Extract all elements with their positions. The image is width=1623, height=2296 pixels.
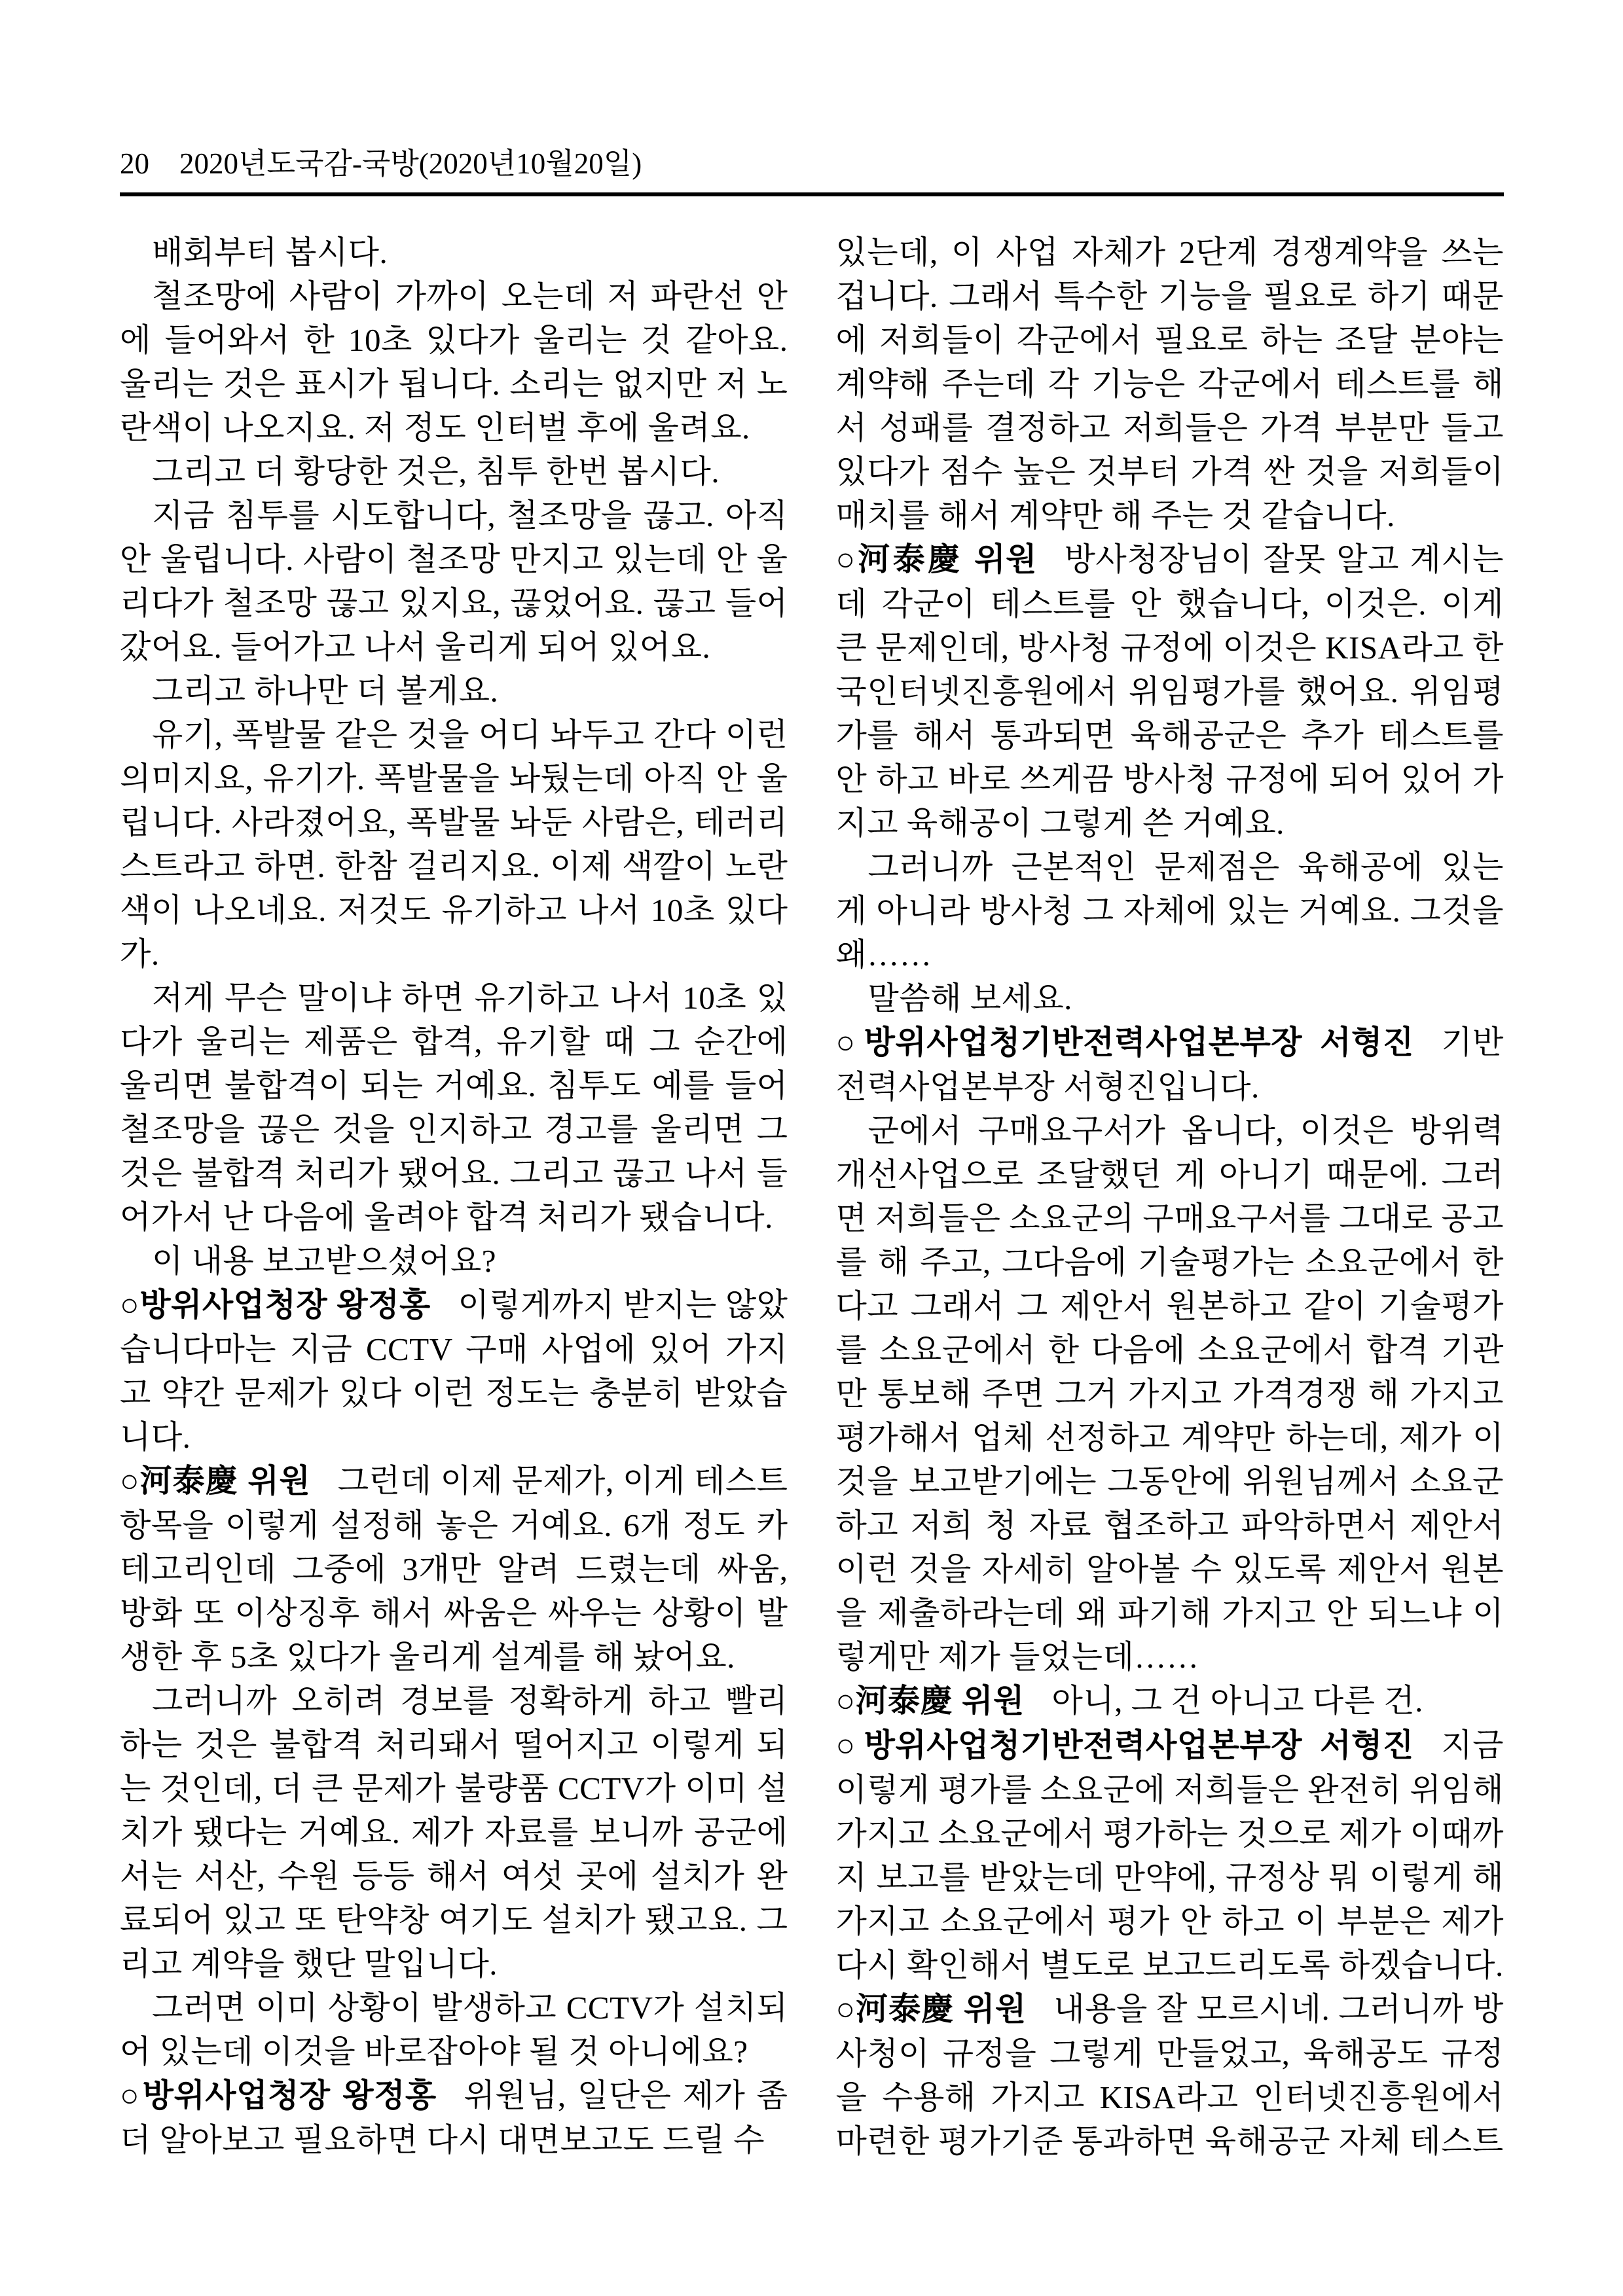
speech-text: 지금 이렇게 평가를 소요군에 저희들은 완전히 위임해 가지고 소요군에서 평가하는 것으로 제가 이때까지 보고를 받았는데 만약에, 규정상 뭐 이렇게 해 가지고 소요군에서 평가 안 하고 이 부분은 제가 다시 확인해서 별도로 보고드리도록 하겠습니다. xyxy=(835,1727,1504,1983)
speech-paragraph xyxy=(836,1679,1504,1723)
paragraph: 저게 무슨 말이냐 하면 유기하고 나서 10초 있다가 울리는 제품은 합격, 유기할 때 그 순간에 울리면 불합격이 되는 거예요. 침투도 예를 들어 철조망을 끊은 것을 인지하고 경고를 울리면 그것은 불합격 처리가 됐어요. 그리고 끊고 나서 들어가서 난 다음에 울려야 합격 처리가 됐습니다. xyxy=(120,980,788,1235)
speech-text: 이렇게까지 받지는 않았습니다마는 지금 CCTV 구매 사업에 있어 가지고 약간 문제가 있다 이런 정도는 충분히 받았습니다. xyxy=(120,1287,788,1455)
page-number: 20 xyxy=(120,147,149,180)
speaker-name: ○河泰慶 위원 xyxy=(835,542,1037,577)
paragraph-continued: 있는데, 이 사업 자체가 2단계 경쟁계약을 쓰는 겁니다. 그래서 특수한 기능을 필요로 하기 때문에 저희들이 각군에서 필요로 하는 조달 분야는 계약해 주는데 각 기능은 각군에서 테스트를 해서 성패를 결정하고 저희들은 가격 부분만 들고 있다가 점수 높은 것부터 가격 싼 것을 저희들이 매치를 해서 계약만 해 주는 것 같습니다. xyxy=(835,234,1504,533)
paragraph: 유기, 폭발물 같은 것을 어디 놔두고 간다 이런 의미지요, 유기가. 폭발물을 놔뒀는데 아직 안 울립니다. 사라졌어요, 폭발물 놔둔 사람은, 테러리스트라고 하면. 한참 걸리지요. 이제 색깔이 노란색이 나오네요. 저것도 유기하고 나서 10초 있다가. xyxy=(120,717,788,972)
header-title: 2020년도국감-국방(2020년10월20일) xyxy=(179,147,642,180)
paragraph: 그리고 더 황당한 것은, 침투 한번 봅시다. xyxy=(152,454,720,490)
speaker-name: ○河泰慶 위원 xyxy=(120,1463,311,1499)
paragraph: 배회부터 봅시다. xyxy=(152,234,388,270)
right-column xyxy=(836,230,1504,2163)
speech-paragraph xyxy=(836,1723,1504,1987)
page-header xyxy=(120,147,1504,181)
paragraph: 이 내용 보고받으셨어요? xyxy=(152,1243,496,1279)
paragraph: 그러니까 근본적인 문제점은 육해공에 있는 게 아니라 방사청 그 자체에 있는 거예요. 그것을 왜…… xyxy=(835,849,1504,973)
paragraph: 지금 침투를 시도합니다, 철조망을 끊고. 아직 안 울립니다. 사람이 철조망 만지고 있는데 안 울리다가 철조망 끊고 있지요, 끊었어요. 끊고 들어갔어요. 들어가고 나서 울리게 되어 있어요. xyxy=(120,497,788,665)
speaker-name: ○방위사업청장 왕정홍 xyxy=(120,1287,431,1323)
speech-text: 그런데 이제 문제가, 이게 테스트 항목을 이렇게 설정해 놓은 거예요. 6개 정도 카테고리인데 그중에 3개만 알려 드렸는데 싸움, 방화 또 이상징후 해서 싸움은 싸우는 상황이 발생한 후 5초 있다가 울리게 설계를 해 놨어요. xyxy=(120,1463,788,1675)
speech-paragraph xyxy=(836,537,1504,845)
speech-paragraph xyxy=(120,2073,788,2162)
speech-text: 방사청장님이 잘못 알고 계시는데 각군이 테스트를 안 했습니다, 이것은. 이게 큰 문제인데, 방사청 규정에 이것은 KISA라고 한국인터넷진흥원에서 위임평가를 했어요. 위임평가를 해서 통과되면 육해공군은 추가 테스트를 안 하고 바로 쓰게끔 방사청 규정에 되어 있어 가지고 육해공이 그렇게 쓴 거예요. xyxy=(835,541,1504,841)
speech-paragraph xyxy=(836,1987,1504,2163)
speech-paragraph xyxy=(120,1459,788,1679)
speech-text: 내용을 잘 모르시네. 그러니까 방사청이 규정을 그렇게 만들었고, 육해공도 규정을 수용해 가지고 KISA라고 인터넷진흥원에서 마련한 평가기준 통과하면 육해공군 자체 테스트 xyxy=(835,1991,1504,2159)
paragraph: 그러면 이미 상황이 발생하고 CCTV가 설치되어 있는데 이것을 바로잡아야 될 것 아니에요? xyxy=(120,1990,788,2070)
paragraph: 그리고 하나만 더 볼게요. xyxy=(152,673,499,709)
paragraph: 철조망에 사람이 가까이 오는데 저 파란선 안에 들어와서 한 10초 있다가 울리는 것 같아요. 울리는 것은 표시가 됩니다. 소리는 없지만 저 노란색이 나오지요. 저 정도 인터벌 후에 울려요. xyxy=(120,278,788,446)
text-columns xyxy=(120,230,1504,2163)
speaker-name: ○河泰慶 위원 xyxy=(835,1992,1027,2027)
paragraph: 말씀해 보세요. xyxy=(867,980,1072,1016)
speech-text: 기반전력사업본부장 서형진입니다. xyxy=(835,1024,1504,1105)
speech-text: 아니, 그 건 아니고 다른 건. xyxy=(1051,1683,1423,1719)
paragraph: 그러니까 오히려 경보를 정확하게 하고 빨리 하는 것은 불합격 처리돼서 떨어지고 이렇게 되는 것인데, 더 큰 문제가 불량품 CCTV가 이미 설치가 됐다는 거예요. 제가 자료를 보니까 공군에서는 서산, 수원 등등 해서 여섯 곳에 설치가 완료되어 있고 또 탄약창 여기도 설치가 됐고요. 그리고 계약을 했단 말입니다. xyxy=(120,1683,788,1982)
speaker-name: ○방위사업청기반전력사업본부장 서형진 xyxy=(835,1025,1414,1060)
paragraph: 군에서 구매요구서가 옵니다, 이것은 방위력개선사업으로 조달했던 게 아니기 때문에. 그러면 저희들은 소요군의 구매요구서를 그대로 공고를 해 주고, 그다음에 기술평가는 소요군에서 한다고 그래서 그 제안서 원본하고 같이 기술평가를 소요군에서 한 다음에 소요군에서 합격 기관만 통보해 주면 그거 가지고 가격경쟁 해 가지고 평가해서 업체 선정하고 계약만 하는데, 제가 이것을 보고받기에는 그동안에 위원님께서 소요군하고 저희 청 자료 협조하고 파악하면서 제안서 이런 것을 자세히 알아볼 수 있도록 제안서 원본을 제출하라는데 왜 파기해 가지고 안 되느냐 이렇게만 제가 들었는데…… xyxy=(835,1113,1504,1675)
speech-paragraph xyxy=(120,1283,788,1459)
speaker-name: ○河泰慶 위원 xyxy=(835,1683,1025,1719)
left-column xyxy=(120,230,788,2163)
header-rule xyxy=(120,192,1504,196)
speech-paragraph xyxy=(836,1020,1504,1109)
speech-text: 위원님, 일단은 제가 좀 더 알아보고 필요하면 다시 대면보고도 드릴 수 xyxy=(120,2077,788,2158)
speaker-name: ○방위사업청기반전력사업본부장 서형진 xyxy=(835,1728,1414,1763)
speaker-name: ○방위사업청장 왕정홍 xyxy=(120,2078,437,2113)
